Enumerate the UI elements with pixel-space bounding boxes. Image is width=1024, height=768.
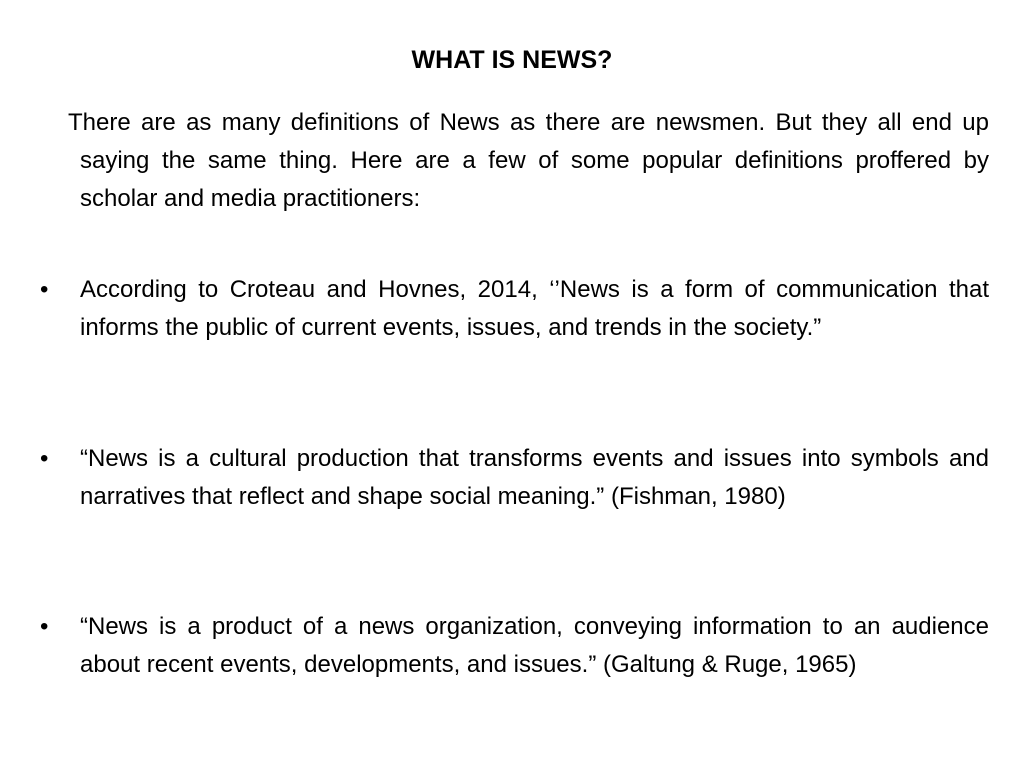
bullet-marker: • bbox=[40, 276, 49, 303]
bullet-text: “News is a cultural production that transforms events and issues into symbols and narratives that reflect and shape social meaning.” (Fishman, 1980) bbox=[80, 445, 989, 510]
bullet-item bbox=[40, 608, 989, 684]
bullet-marker: • bbox=[40, 613, 49, 640]
bullet-item bbox=[40, 440, 989, 516]
intro-paragraph: There are as many definitions of News as there are newsmen. But they all end up saying the same thing. Here are a few of some popular definitions proffered by scholar and media practitioners: bbox=[68, 109, 989, 212]
bullet-text: According to Croteau and Hovnes, 2014, ‘’News is a form of communication that informs the public of current events, issues, and trends in the society.” bbox=[80, 276, 989, 341]
slide-title: WHAT IS NEWS? bbox=[411, 46, 613, 74]
bullet-marker: • bbox=[40, 445, 49, 472]
bullet-item bbox=[40, 271, 989, 347]
bullet-text: “News is a product of a news organization, conveying information to an audience about recent events, developments, and issues.” (Galtung & Ruge, 1965) bbox=[80, 613, 989, 678]
